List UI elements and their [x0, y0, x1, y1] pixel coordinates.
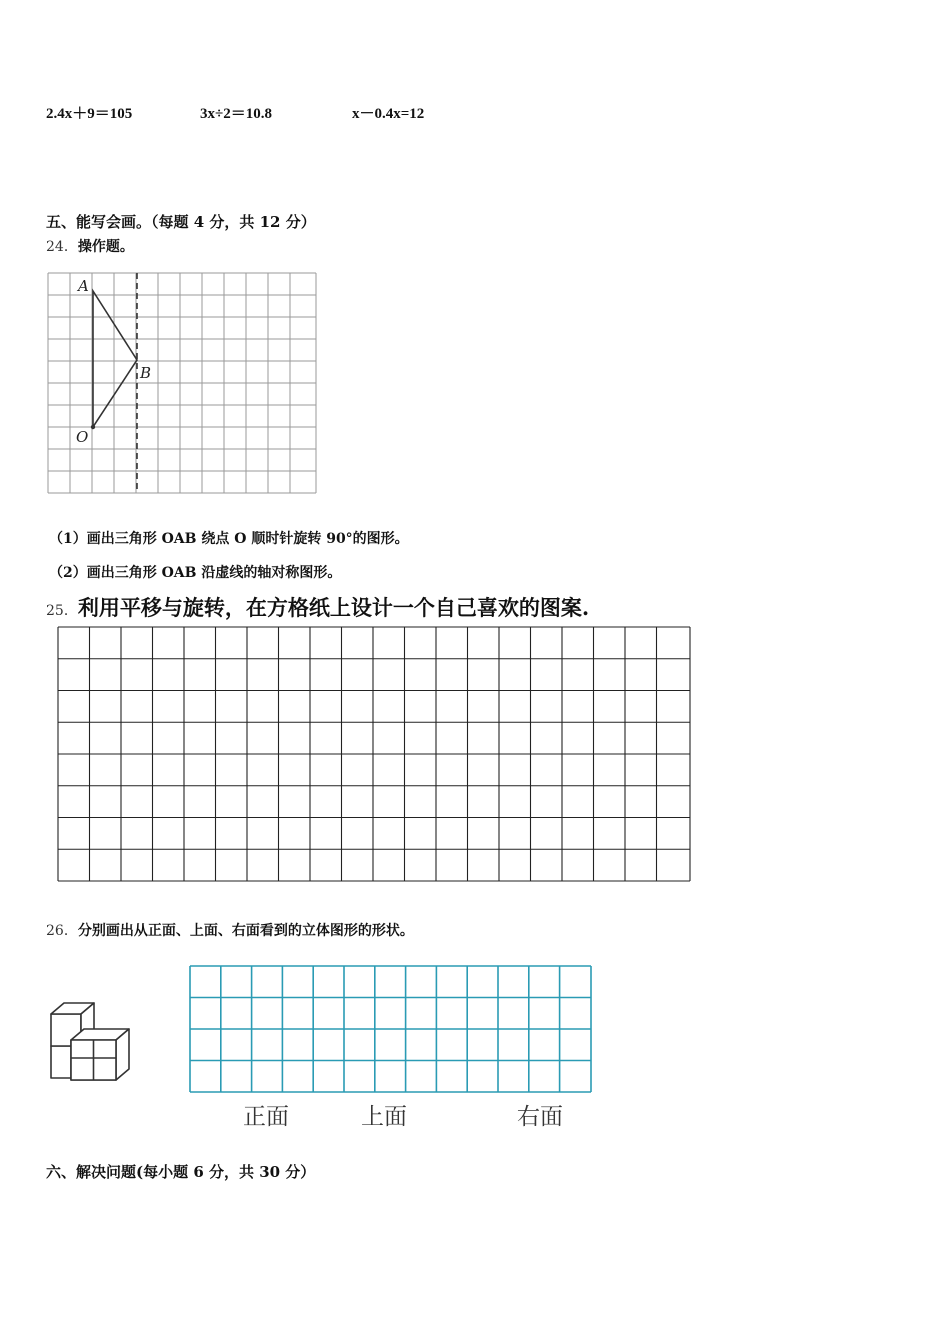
label-o: O — [76, 428, 89, 446]
point-o — [91, 425, 95, 429]
equation-1: 2.4x＋9＝105 — [46, 106, 133, 122]
question-24-heading — [46, 236, 134, 256]
question-26-title: 分别画出从正面、上面、右面看到的立体图形的形状。 — [77, 923, 414, 939]
question-24-sub-1: （1）画出三角形 OAB 绕点 O 顺时针旋转 90°的图形。 — [49, 531, 409, 547]
view-label-right: 右面 — [517, 1104, 563, 1130]
section-6-heading: 六、解决问题(每小题 6 分，共 30 分） — [46, 1163, 316, 1181]
question-24-title: 操作题。 — [77, 239, 134, 255]
label-b: B — [140, 364, 152, 382]
question-26-heading — [46, 920, 414, 940]
question-26-number: 26． — [46, 923, 78, 939]
q26-view-grid — [187, 962, 595, 1096]
q25-design-grid — [55, 624, 695, 884]
question-24-sub-2: （2）画出三角形 OAB 沿虚线的轴对称图形。 — [49, 565, 342, 581]
question-24-number: 24． — [46, 239, 78, 255]
label-a: A — [78, 277, 89, 295]
cube-solid-figure — [46, 998, 136, 1088]
question-25-heading — [46, 592, 589, 622]
question-25-number: 25． — [46, 603, 78, 619]
section-5-heading: 五、能写会画。（每题 4 分，共 12 分） — [46, 213, 316, 231]
q24-grid — [48, 273, 316, 493]
equation-2: 3x÷2＝10.8 — [200, 106, 272, 122]
view-label-top: 上面 — [361, 1104, 407, 1130]
triangle-oab — [93, 291, 137, 427]
q24-grid-figure — [46, 270, 318, 496]
question-25-title: 利用平移与旋转，在方格纸上设计一个自己喜欢的图案. — [77, 595, 590, 620]
equation-3: x－0.4x=12 — [352, 106, 425, 122]
view-label-front: 正面 — [243, 1104, 289, 1130]
